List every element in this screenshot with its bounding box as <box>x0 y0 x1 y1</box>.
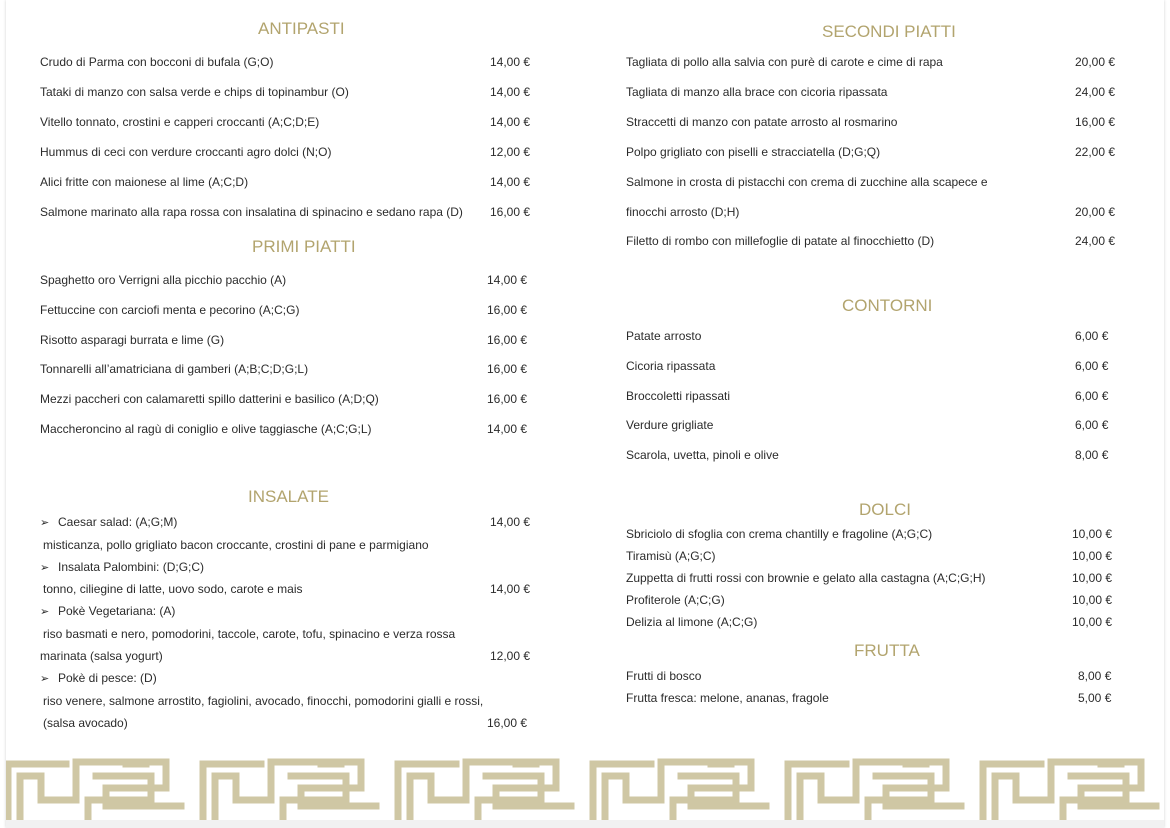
salad-text: misticanza, pollo grigliato bacon croccante, crostini di pane e parmigiano <box>43 538 429 552</box>
menu-item-name: Verdure grigliate <box>626 418 714 433</box>
menu-item-price: 24,00 € <box>1075 234 1116 249</box>
menu-item-price: 10,00 € <box>1072 615 1113 629</box>
dolci-heading: DOLCI <box>859 500 911 519</box>
salad-title <box>40 560 204 575</box>
salad-description <box>43 694 483 708</box>
menu-item-name: Spaghetto oro Verrigni alla picchio pacchio (A) <box>40 273 287 287</box>
salad-description <box>43 538 429 552</box>
menu-item-name: Hummus di ceci con verdure croccanti agro dolci (N;O) <box>40 144 332 159</box>
menu-page <box>6 0 1164 828</box>
salad-price: 14,00 € <box>490 515 531 529</box>
menu-item-price: 24,00 € <box>1075 84 1116 99</box>
menu-item-name: Frutta fresca: melone, ananas, fragole <box>626 691 829 705</box>
menu-item-name: Salmone in crosta di pistacchi con crema di zucchine alla scapece e <box>626 174 988 189</box>
menu-item-price: 14,00 € <box>490 84 531 99</box>
arrow-bullet-icon: ➢ <box>40 606 50 618</box>
menu-item-name: Tagliata di pollo alla salvia con purè di carote e cime di rapa <box>626 55 943 69</box>
menu-item-name: Crudo di Parma con bocconi di bufala (G;O) <box>40 55 274 69</box>
menu-item-price: 16,00 € <box>487 392 528 407</box>
menu-item-price: 14,00 € <box>490 55 531 69</box>
menu-item-name: Tonnarelli all’amatriciana di gamberi (A;B;C;D;G;L) <box>40 362 309 377</box>
salad-price: 16,00 € <box>487 716 528 730</box>
menu-item-price: 12,00 € <box>490 144 531 159</box>
menu-item-price: 6,00 € <box>1075 329 1109 343</box>
menu-item-name: Salmone marinato alla rapa rossa con insalatina di spinacino e sedano rapa (D) <box>40 204 463 219</box>
menu-item-name: Sbriciolo di sfoglia con crema chantilly e fragoline (A;G;C) <box>626 527 933 541</box>
salad-text: riso basmati e nero, pomodorini, taccole, carote, tofu, spinacino e verza rossa <box>43 627 456 641</box>
salad-text: Pokè Vegetariana: (A) <box>58 604 176 618</box>
salad-text: marinata (salsa yogurt) <box>40 649 163 663</box>
menu-item-name: Mezzi paccheri con calamaretti spillo datterini e basilico (A;D;Q) <box>40 392 379 407</box>
menu-item-name: Patate arrosto <box>626 329 702 343</box>
menu-item-name: Alici fritte con maionese al lime (A;C;D) <box>40 174 249 189</box>
menu-item-price: 6,00 € <box>1075 418 1109 433</box>
menu-item-price: 22,00 € <box>1075 144 1116 159</box>
arrow-bullet-icon: ➢ <box>40 517 50 529</box>
menu-item-name: Straccetti di manzo con patate arrosto al rosmarino <box>626 114 898 129</box>
salad-price: 12,00 € <box>490 649 531 663</box>
menu-item-price: 6,00 € <box>1075 388 1109 403</box>
menu-item-name: Maccheroncino al ragù di coniglio e olive taggiasche (A;C;G;L) <box>40 422 372 436</box>
menu-item-name: Tiramisù (A;G;C) <box>626 549 716 563</box>
menu-item-name: Tataki di manzo con salsa verde e chips di topinambur (O) <box>40 84 349 99</box>
greek-key-pattern-icon <box>6 756 1164 820</box>
menu-item-name: Broccoletti ripassati <box>626 388 731 403</box>
menu-item-price: 10,00 € <box>1072 527 1113 541</box>
salad-description <box>43 627 455 641</box>
salad-description <box>40 649 163 663</box>
insalate-heading: INSALATE <box>248 487 329 506</box>
menu-item-price: 16,00 € <box>487 302 528 317</box>
menu-item-name: Polpo grigliato con piselli e stracciatella (D;G;Q) <box>626 144 881 159</box>
menu-item-price: 14,00 € <box>490 174 531 189</box>
menu-item-name: Frutti di bosco <box>626 669 702 683</box>
menu-item-price: 20,00 € <box>1075 204 1116 219</box>
menu-item-price: 16,00 € <box>487 332 528 347</box>
contorni-heading: CONTORNI <box>842 296 933 315</box>
menu-item-price: 20,00 € <box>1075 55 1116 69</box>
menu-item-name: Tagliata di manzo alla brace con cicoria ripassata <box>626 84 888 99</box>
salad-title <box>40 604 175 619</box>
bottom-strip <box>6 820 1164 828</box>
menu-item-price: 6,00 € <box>1075 358 1109 373</box>
menu-item-price: 8,00 € <box>1078 669 1112 683</box>
menu-item-name: Cicoria ripassata <box>626 358 716 373</box>
salad-title <box>40 671 157 686</box>
menu-item-name: Vitello tonnato, crostini e capperi croccanti (A;C;D;E) <box>40 114 320 129</box>
primi-heading: PRIMI PIATTI <box>252 237 356 256</box>
salad-title <box>40 515 177 530</box>
menu-item-name: Scarola, uvetta, pinoli e olive <box>626 448 779 463</box>
menu-item-price: 16,00 € <box>487 362 528 377</box>
secondi-heading: SECONDI PIATTI <box>822 22 956 41</box>
salad-text: Pokè di pesce: (D) <box>58 671 157 685</box>
antipasti-heading: ANTIPASTI <box>258 19 345 38</box>
menu-item-name: Risotto asparagi burrata e lime (G) <box>40 332 225 347</box>
salad-description <box>43 716 128 730</box>
menu-item-name: Fettuccine con carciofi menta e pecorino (A;C;G) <box>40 302 300 317</box>
menu-item-price: 10,00 € <box>1072 593 1113 607</box>
menu-item-price: 10,00 € <box>1072 549 1113 563</box>
salad-text: riso venere, salmone arrostito, fagiolini, avocado, finocchi, pomodorini gialli e rossi, <box>43 694 484 708</box>
arrow-bullet-icon: ➢ <box>40 562 50 574</box>
menu-item-price: 8,00 € <box>1075 448 1109 463</box>
decorative-pattern-band <box>6 756 1164 820</box>
salad-text: Insalata Palombini: (D;G;C) <box>58 560 205 574</box>
menu-item-name: finocchi arrosto (D;H) <box>626 204 740 219</box>
salad-price: 14,00 € <box>490 582 531 596</box>
menu-item-price: 16,00 € <box>1075 114 1116 129</box>
menu-item-price: 14,00 € <box>487 422 528 436</box>
salad-text: (salsa avocado) <box>43 716 128 730</box>
menu-item-price: 14,00 € <box>490 114 531 129</box>
menu-item-name: Profiterole (A;C;G) <box>626 593 725 607</box>
menu-item-name: Delizia al limone (A;C;G) <box>626 615 758 629</box>
menu-item-name: Zuppetta di frutti rossi con brownie e gelato alla castagna (A;C;G;H) <box>626 571 986 585</box>
menu-item-name: Filetto di rombo con millefoglie di patate al finocchietto (D) <box>626 234 935 249</box>
salad-text: Caesar salad: (A;G;M) <box>58 515 178 529</box>
menu-item-price: 10,00 € <box>1072 571 1113 585</box>
menu-item-price: 16,00 € <box>490 204 531 219</box>
menu-item-price: 5,00 € <box>1078 691 1112 705</box>
salad-description <box>43 582 303 596</box>
frutta-heading: FRUTTA <box>854 641 920 660</box>
salad-text: tonno, ciliegine di latte, uovo sodo, carote e mais <box>43 582 303 596</box>
menu-item-price: 14,00 € <box>487 273 528 287</box>
arrow-bullet-icon: ➢ <box>40 673 50 685</box>
